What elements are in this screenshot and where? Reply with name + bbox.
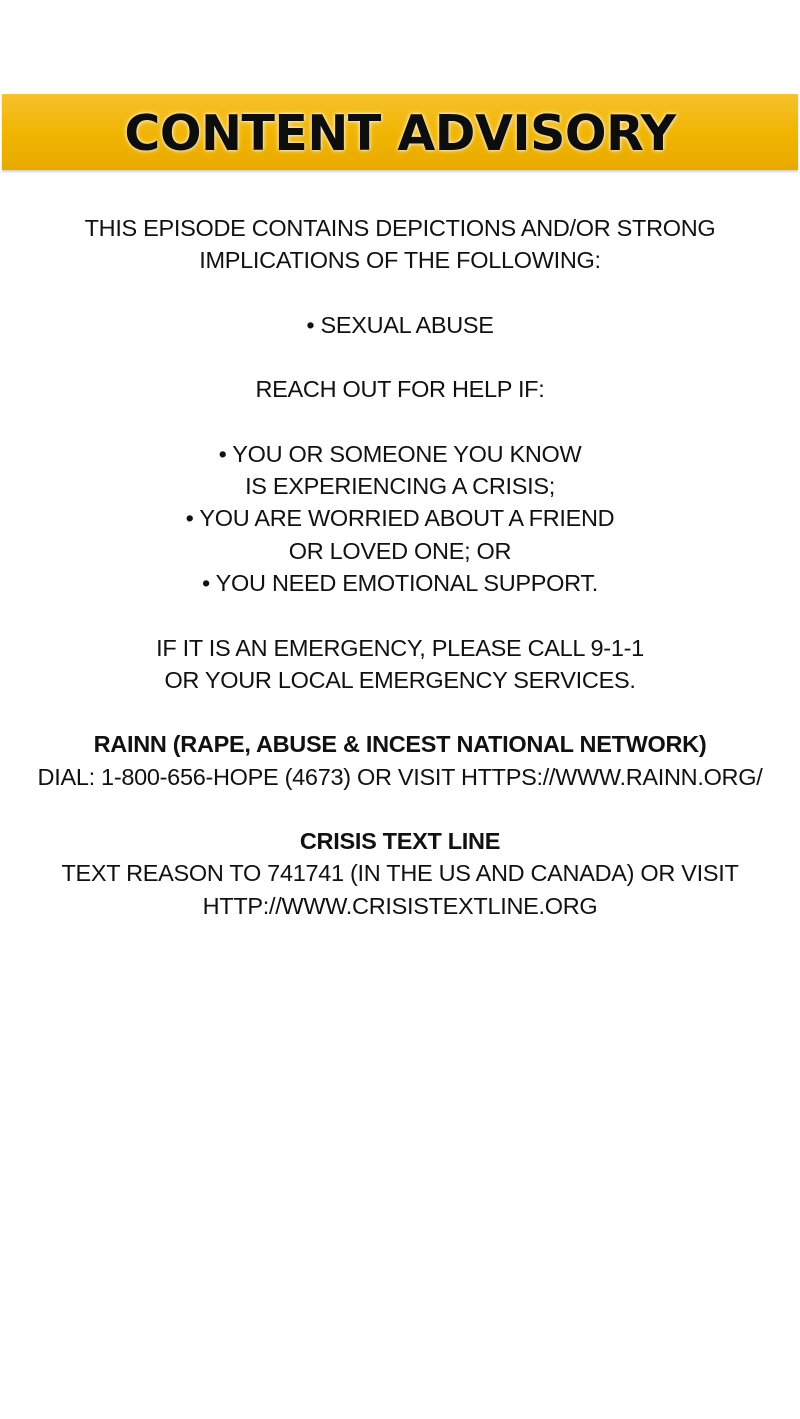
- emergency-line-2: OR YOUR LOCAL EMERGENCY SERVICES.: [164, 666, 636, 693]
- advisory-content: [0, 212, 800, 922]
- help-item-1-line-2: IS EXPERIENCING A CRISIS;: [245, 472, 555, 499]
- emergency-line-1: IF IT IS AN EMERGENCY, PLEASE CALL 9-1-1: [156, 634, 644, 661]
- spacer: [0, 406, 800, 438]
- topic-item-sexual-abuse: • SEXUAL ABUSE: [306, 311, 494, 338]
- spacer: [0, 277, 800, 309]
- spacer: [0, 793, 800, 825]
- content-advisory-banner: [2, 94, 798, 170]
- crisis-text-line-heading: CRISIS TEXT LINE: [299, 828, 501, 855]
- spacer: [0, 341, 800, 373]
- banner-title: CONTENT ADVISORY: [124, 104, 676, 162]
- intro-line-1: THIS EPISODE CONTAINS DEPICTIONS AND/OR STRONG: [84, 215, 716, 241]
- spacer: [0, 696, 800, 728]
- help-item-3: • YOU NEED EMOTIONAL SUPPORT.: [201, 570, 599, 597]
- intro-line-2: IMPLICATIONS OF THE FOLLOWING:: [199, 247, 601, 274]
- crisis-text-line-contact-2: HTTP://WWW.CRISISTEXTLINE.ORG: [202, 892, 598, 919]
- rainn-heading: RAINN (RAPE, ABUSE & INCEST NATIONAL NETWORK): [93, 731, 707, 758]
- help-item-1-line-1: • YOU OR SOMEONE YOU KNOW: [218, 440, 582, 467]
- help-item-2-line-2: OR LOVED ONE; OR: [288, 537, 512, 564]
- crisis-text-line-contact-1: TEXT REASON TO 741741 (IN THE US AND CANADA) OR VISIT: [61, 860, 739, 887]
- spacer: [0, 600, 800, 632]
- rainn-contact: DIAL: 1-800-656-HOPE (4673) OR VISIT HTTPS://WWW.RAINN.ORG/: [37, 763, 763, 790]
- help-item-2-line-1: • YOU ARE WORRIED ABOUT A FRIEND: [185, 505, 615, 532]
- reach-out-heading: REACH OUT FOR HELP IF:: [255, 376, 545, 403]
